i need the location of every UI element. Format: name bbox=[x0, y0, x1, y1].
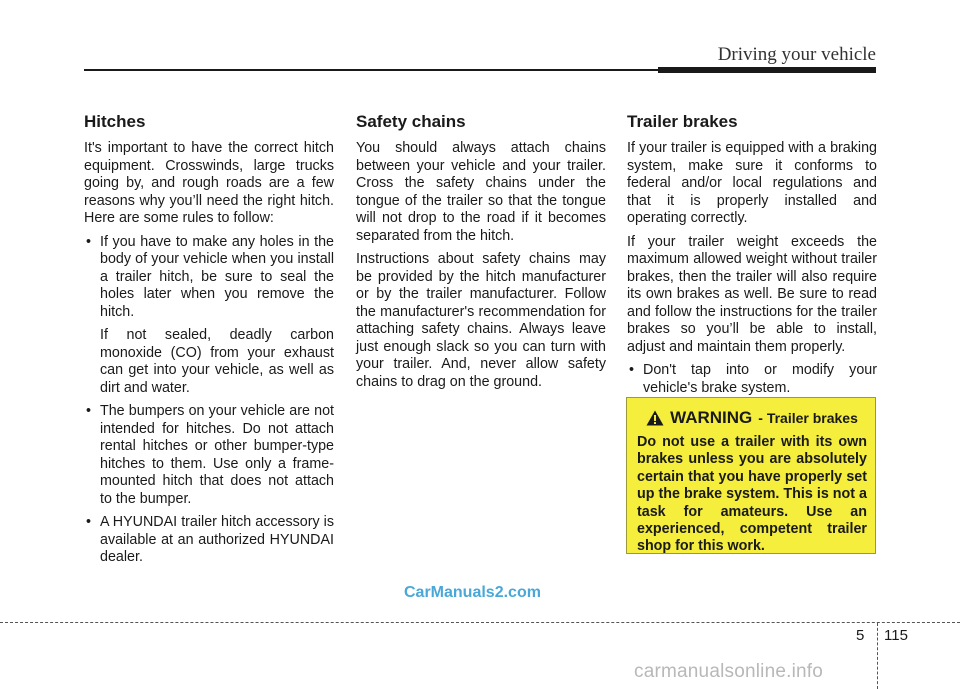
safety-chains-para-2: Instructions about safety chains may be provided by the hitch manufacturer or by the trailer manufacturer. Follow the manufacturer's recommendation for attaching safety chains. Always leave just enough slack so you can turn with your trailer. And, never allow safety chains to drag on the ground. bbox=[356, 251, 606, 390]
warning-label: WARNING bbox=[670, 408, 753, 427]
trailer-brakes-para-1: If your trailer is equipped with a braking system, make sure it conforms to federal and/or local regulations and that it is properly installed and operating correctly. bbox=[627, 140, 877, 226]
warning-text: Do not use a trailer with its own brakes unless you are absolutely certain that you have properly set up the brake system. This is not a task for amateurs. Use an experienced, competent trailer shop for this work. bbox=[637, 434, 867, 555]
page-number-separator bbox=[877, 623, 878, 689]
trailer-brakes-heading: Trailer brakes bbox=[627, 112, 738, 131]
footer-rule bbox=[0, 622, 960, 623]
header-rule-accent bbox=[658, 67, 876, 73]
hitches-bullet-1: • If you have to make any holes in the body of your vehicle when you install a trailer hitch, be sure to seal the holes later when you remove the hitch. bbox=[84, 234, 334, 322]
trailer-brakes-section bbox=[627, 112, 877, 403]
trailer-brakes-bullet: • Don't tap into or modify your vehicle's brake system. bbox=[627, 362, 877, 397]
hitches-bullet-2: • The bumpers on your vehicle are not intended for hitches. Do not attach rental hitches or other bumper-type hitches to them. Use only a frame-mounted hitch that does not attach to the bumper. bbox=[84, 403, 334, 508]
page-number: 115 bbox=[884, 627, 908, 644]
hitches-intro: It's important to have the correct hitch equipment. Crosswinds, large trucks going by, and rough roads are a few reasons why you’ll need the right hitch. Here are some rules to follow: bbox=[84, 140, 334, 226]
chapter-number: 5 bbox=[856, 627, 865, 644]
warning-subtitle: - Trailer brakes bbox=[758, 410, 858, 426]
hitches-heading: Hitches bbox=[84, 112, 146, 131]
hitches-bullet-1-note: If not sealed, deadly carbon monoxide (CO) from your exhaust can get into your vehicle, as well as dirt and water. bbox=[100, 327, 334, 396]
safety-chains-heading: Safety chains bbox=[356, 112, 466, 131]
warning-header bbox=[637, 408, 867, 428]
warning-box bbox=[626, 397, 876, 554]
safety-chains-para-1: You should always attach chains between your vehicle and your trailer. Cross the safety chains under the tongue of the trailer so that the tongue will not drop to the road if it becomes separated from the hitch. bbox=[356, 140, 606, 244]
warning-triangle-icon bbox=[646, 410, 664, 426]
bottom-watermark: carmanualsonline.info bbox=[634, 661, 824, 682]
trailer-brakes-para-2: If your trailer weight exceeds the maximum allowed weight without trailer brakes, then the trailer will also require its own brakes as well. Be sure to read and follow the instructions for the trailer brakes so you’ll be able to install, adjust and maintain them properly. bbox=[627, 233, 877, 355]
hitches-section bbox=[84, 112, 334, 573]
watermark-link[interactable]: CarManuals2.com bbox=[404, 584, 541, 601]
header-title: Driving your vehicle bbox=[717, 44, 876, 65]
header-rule bbox=[84, 69, 658, 71]
hitches-bullet-3: • A HYUNDAI trailer hitch accessory is available at an authorized HYUNDAI dealer. bbox=[84, 514, 334, 567]
safety-chains-section bbox=[356, 112, 606, 397]
